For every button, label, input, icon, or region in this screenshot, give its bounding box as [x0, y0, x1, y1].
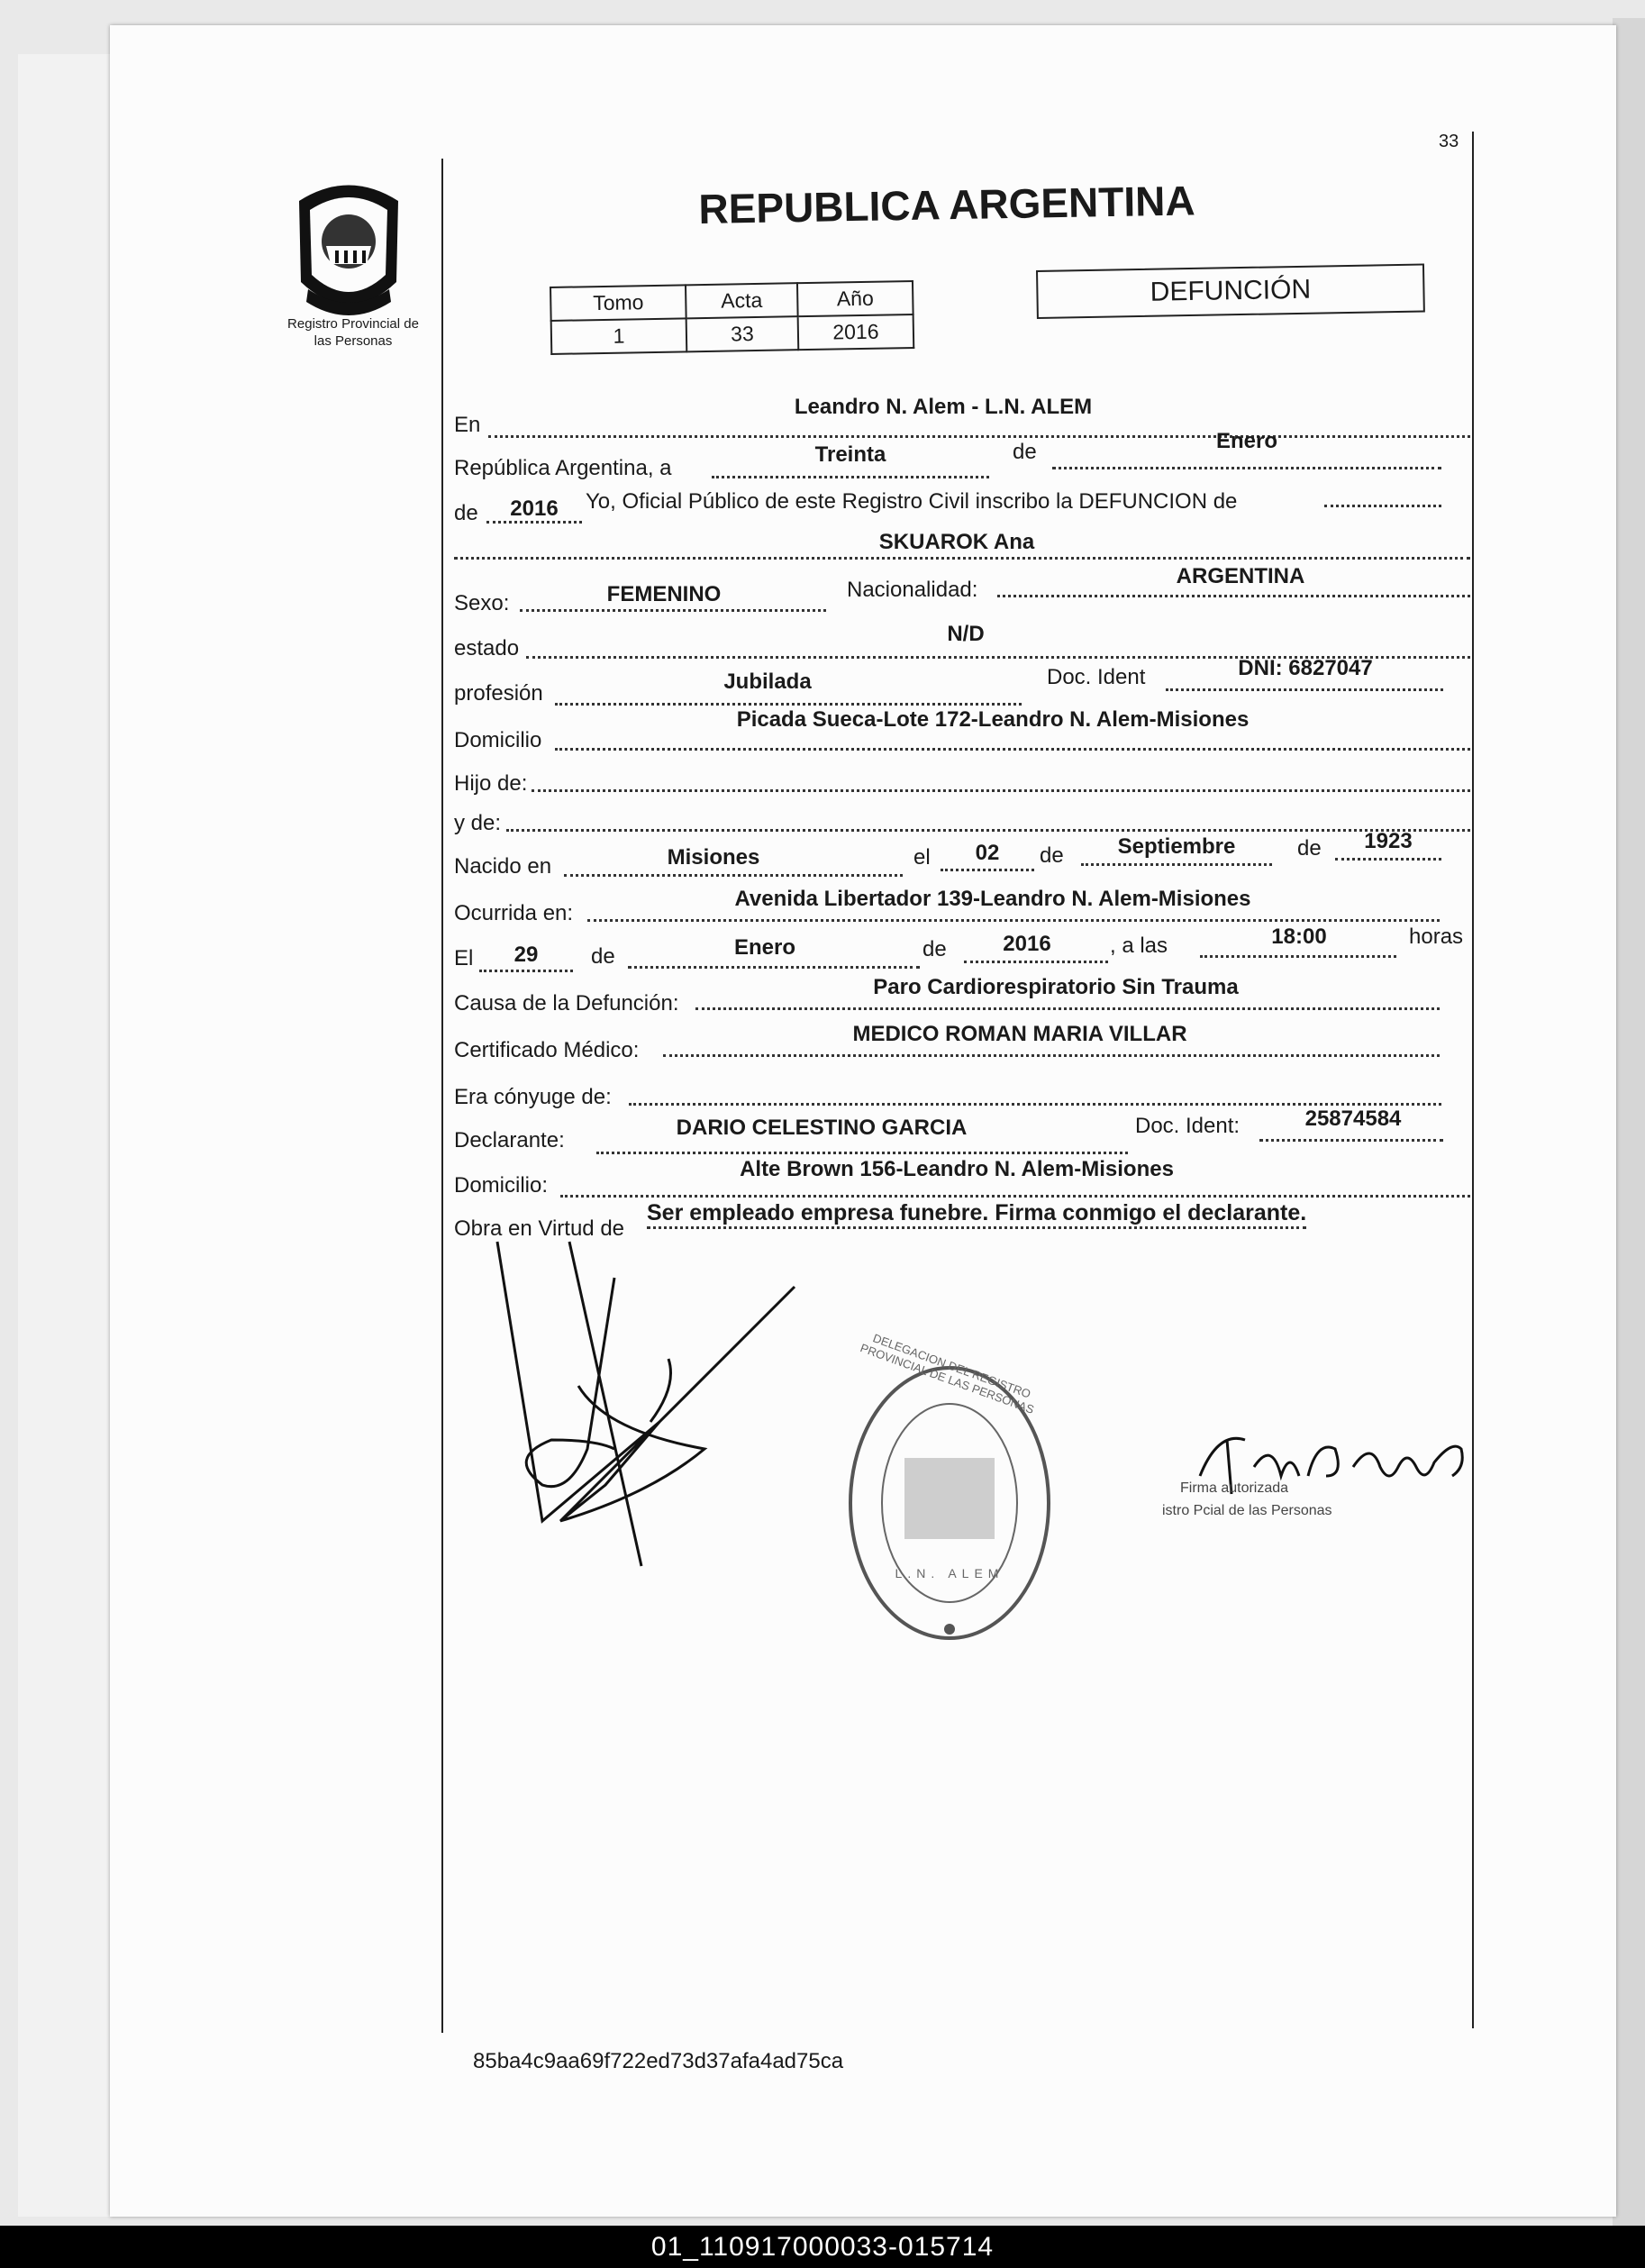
- hijo-de-label: Hijo de:: [454, 771, 528, 796]
- record-table-acta-value: 33: [686, 316, 799, 351]
- document-hash: 85ba4c9aa69f722ed73d37afa4ad75ca: [473, 2049, 844, 2073]
- profesion-label: profesión: [454, 681, 543, 706]
- profesion-value: Jubilada: [723, 669, 812, 694]
- y-de-label: y de:: [454, 811, 502, 835]
- record-table-value-row: [551, 314, 914, 354]
- de-label-5: de: [591, 944, 615, 969]
- estado-label: estado: [454, 636, 520, 660]
- record-table-header-ano: Año: [797, 281, 913, 316]
- de-label-2: de: [454, 501, 478, 525]
- certificado-label: Certificado Médico:: [454, 1038, 640, 1062]
- conyuge-dots: [629, 1103, 1441, 1106]
- inscribo-text: Yo, Oficial Público de este Registro Civil inscribo la DEFUNCION de: [586, 489, 1238, 514]
- de-label-1: de: [1013, 440, 1037, 464]
- document-title: REPUBLICA ARGENTINA: [698, 177, 1195, 232]
- doc-ident-2-label: Doc. Ident:: [1135, 1114, 1241, 1138]
- death-month-value: Enero: [733, 935, 795, 960]
- registry-caption-line-2: las Personas: [314, 333, 393, 349]
- footer-id: 01_110917000033-015714: [650, 2232, 995, 2262]
- stamp-center-text: L.N. ALEM: [895, 1566, 1004, 1580]
- horas-label: horas: [1409, 925, 1464, 949]
- record-table: [550, 280, 914, 355]
- de-label-6: de: [922, 937, 947, 961]
- el-label-2: El: [454, 946, 474, 970]
- domicilio-2-value: Alte Brown 156-Leandro N. Alem-Misiones: [740, 1157, 1174, 1181]
- sexo-dots: [520, 609, 826, 612]
- domicilio-2-label: Domicilio:: [454, 1173, 549, 1198]
- birth-day-dots: [941, 869, 1034, 871]
- doc-ident-2-dots: [1259, 1139, 1443, 1142]
- registry-caption-line-1: Registro Provincial de: [287, 316, 419, 332]
- right-margin-rule: [1472, 132, 1474, 2028]
- death-year-dots: [964, 961, 1108, 963]
- republica-label: República Argentina, a: [454, 456, 672, 480]
- en-value: Leandro N. Alem - L.N. ALEM: [794, 395, 1093, 419]
- birth-year-value: 1923: [1364, 829, 1413, 853]
- death-year-value: 2016: [1003, 932, 1051, 956]
- record-table-tomo-value: 1: [551, 318, 687, 354]
- nacionalidad-dots: [997, 595, 1470, 597]
- ocurrida-en-dots: [587, 919, 1440, 922]
- inscribo-dots: [1324, 505, 1441, 507]
- causa-label: Causa de la Defunción:: [454, 991, 679, 1016]
- page-number: 33: [1439, 132, 1459, 151]
- left-margin-rule: [441, 159, 443, 2033]
- declarante-label: Declarante:: [454, 1128, 565, 1152]
- en-label: En: [454, 413, 481, 437]
- doc-ident-label: Doc. Ident: [1047, 665, 1146, 689]
- el-label: el: [913, 845, 931, 870]
- de-label-4: de: [1297, 836, 1322, 861]
- record-table-ano-value: 2016: [798, 314, 914, 350]
- declarante-value: DARIO CELESTINO GARCIA: [676, 1116, 968, 1140]
- obra-label: Obra en Virtud de: [454, 1216, 625, 1241]
- nacionalidad-label: Nacionalidad:: [847, 578, 978, 602]
- de-label-3: de: [1040, 843, 1064, 868]
- birth-year-dots: [1335, 858, 1441, 861]
- ocurrida-en-label: Ocurrida en:: [454, 901, 574, 925]
- misiones-province-seal-icon: [290, 174, 407, 323]
- domicilio-value: Picada Sueca-Lote 172-Leandro N. Alem-Misiones: [736, 707, 1250, 732]
- footer-bar: [0, 2226, 1645, 2268]
- record-table-header-tomo: Tomo: [550, 285, 686, 321]
- declarante-dots: [596, 1152, 1128, 1154]
- nacido-en-value: Misiones: [667, 845, 760, 870]
- profesion-dots: [555, 703, 1022, 706]
- record-type-box: DEFUNCIÓN: [1036, 263, 1425, 319]
- causa-dots: [695, 1007, 1440, 1010]
- day-value: Treinta: [814, 442, 886, 467]
- death-time-value: 18:00: [1271, 925, 1327, 949]
- underlying-page-right-edge: [1613, 18, 1645, 2226]
- ocurrida-en-value: Avenida Libertador 139-Leandro N. Alem-Misiones: [734, 887, 1251, 911]
- birth-day-value: 02: [975, 841, 1000, 865]
- domicilio-label: Domicilio: [454, 728, 542, 752]
- document-page: [110, 25, 1616, 2217]
- stamp-ring-text: DELEGACION DEL REGISTRO PROVINCIAL DE LAS PERSONAS: [859, 1331, 1036, 1416]
- death-day-value: 29: [513, 943, 539, 967]
- domicilio-2-dots: [560, 1195, 1470, 1198]
- conyuge-label: Era cónyuge de:: [454, 1085, 612, 1109]
- deceased-name: SKUAROK Ana: [878, 530, 1035, 554]
- death-month-dots: [628, 966, 920, 969]
- a-las-label: , a las: [1110, 934, 1168, 958]
- hijo-de-dots: [532, 789, 1470, 792]
- month-value: Enero: [1215, 429, 1277, 453]
- day-dots: [712, 476, 989, 478]
- sexo-value: FEMENINO: [606, 582, 722, 606]
- nacionalidad-value: ARGENTINA: [1176, 564, 1305, 588]
- birth-month-value: Septiembre: [1117, 834, 1236, 859]
- authorized-signature-label: Firma autorizada: [1180, 1480, 1289, 1496]
- record-table-header-acta: Acta: [686, 283, 798, 318]
- domicilio-dots: [555, 748, 1470, 751]
- year-value: 2016: [510, 496, 559, 521]
- estado-value: N/D: [947, 622, 985, 646]
- death-time-dots: [1200, 955, 1396, 958]
- nacido-en-label: Nacido en: [454, 854, 552, 879]
- death-day-dots: [479, 970, 573, 972]
- deceased-name-dots: [454, 557, 1470, 560]
- y-de-dots: [506, 829, 1470, 832]
- doc-ident-value: DNI: 6827047: [1238, 656, 1373, 680]
- sexo-label: Sexo:: [454, 591, 510, 615]
- birth-month-dots: [1081, 863, 1272, 866]
- doc-ident-dots: [1166, 688, 1443, 691]
- registry-signature-label: istro Pcial de las Personas: [1162, 1503, 1332, 1518]
- doc-ident-2-value: 25874584: [1304, 1107, 1402, 1131]
- registry-caption: [263, 315, 443, 350]
- nacido-en-dots: [564, 874, 903, 877]
- month-dots: [1052, 467, 1441, 469]
- causa-value: Paro Cardiorespiratorio Sin Trauma: [873, 975, 1239, 999]
- certificado-value: MEDICO ROMAN MARIA VILLAR: [852, 1022, 1187, 1046]
- obra-value: Ser empleado empresa funebre. Firma conmigo el declarante.: [647, 1200, 1306, 1229]
- certificado-dots: [663, 1054, 1440, 1057]
